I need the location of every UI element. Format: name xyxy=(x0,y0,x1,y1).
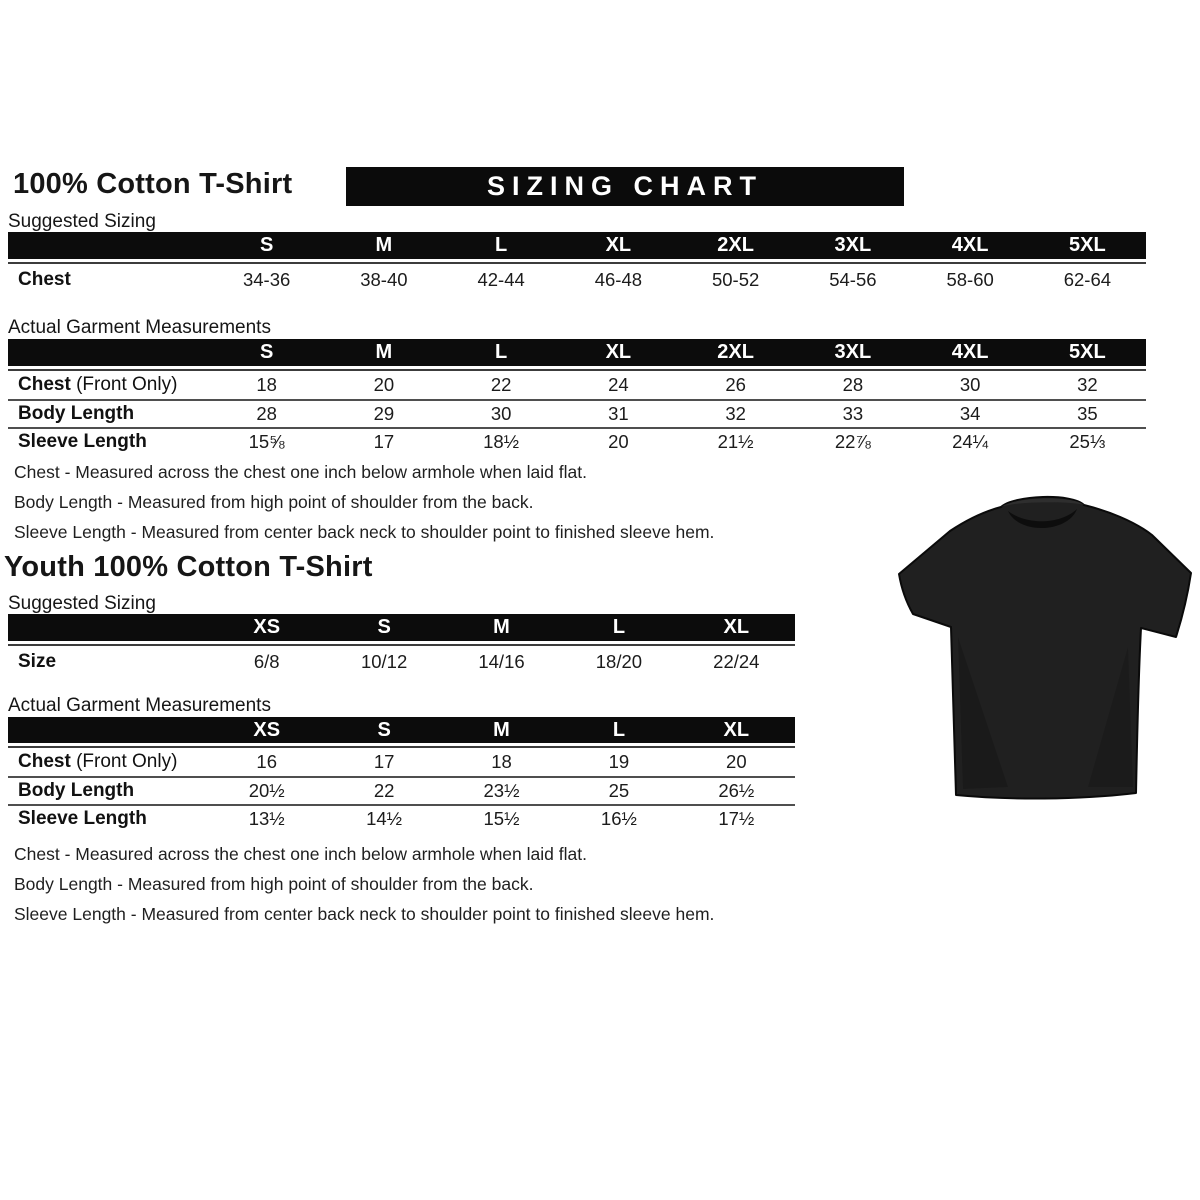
table-row xyxy=(8,748,795,776)
cell: 20 xyxy=(373,374,395,395)
column-header: XL xyxy=(605,341,632,363)
cell: 38-40 xyxy=(360,268,408,290)
row-label: Sleeve Length xyxy=(18,431,147,452)
note-body-length: Body Length - Measured from high point of shoulder from the back. xyxy=(14,874,534,894)
cell: 15½ xyxy=(483,808,520,829)
cell: 20 xyxy=(726,751,747,772)
cell: 21½ xyxy=(717,431,754,452)
column-header: 3XL xyxy=(834,234,872,256)
tshirt-silhouette-icon xyxy=(888,487,1196,805)
column-header: M xyxy=(375,341,393,363)
row-label: Chest (Front Only) xyxy=(18,751,178,772)
youth-suggested-header-row xyxy=(8,614,795,641)
column-header: S xyxy=(259,234,274,256)
cell: 42-44 xyxy=(477,268,525,290)
table-row xyxy=(8,804,795,832)
cell: 18/20 xyxy=(595,650,643,672)
column-header: M xyxy=(493,718,510,741)
youth-actual-table xyxy=(8,717,795,832)
table-row xyxy=(8,264,1146,295)
youth-title: Youth 100% Cotton T-Shirt xyxy=(4,551,373,583)
cell: 18 xyxy=(256,374,277,395)
cell: 32 xyxy=(725,403,746,424)
column-header: 5XL xyxy=(1069,234,1106,256)
cell: 30 xyxy=(959,374,981,395)
cell: 24 xyxy=(608,374,629,395)
row-label: Chest xyxy=(18,268,71,290)
cell: 14½ xyxy=(366,808,403,829)
cell: 29 xyxy=(373,403,395,424)
cell: 18 xyxy=(491,751,512,772)
adult-title: 100% Cotton T-Shirt xyxy=(13,168,293,200)
table-row xyxy=(8,646,795,677)
cell: 15⅝ xyxy=(248,431,285,452)
youth-suggested-label: Suggested Sizing xyxy=(8,593,156,614)
adult-actual-header-row xyxy=(8,339,1146,366)
cell: 17 xyxy=(373,751,395,772)
youth-actual-label: Actual Garment Measurements xyxy=(8,695,271,716)
cell: 16½ xyxy=(600,808,637,829)
column-header: L xyxy=(612,718,626,741)
column-header: L xyxy=(612,616,626,638)
cell: 34-36 xyxy=(242,268,291,290)
cell: 30 xyxy=(490,403,512,424)
cell: 23½ xyxy=(483,780,520,801)
column-header: XL xyxy=(723,616,750,638)
column-header: M xyxy=(375,234,393,256)
column-header: XS xyxy=(253,616,281,638)
column-header: M xyxy=(493,616,510,638)
black-tshirt-image xyxy=(888,487,1196,805)
note-chest: Chest - Measured across the chest one inch below armhole when laid flat. xyxy=(14,462,587,482)
cell: 26 xyxy=(725,374,746,395)
note-sleeve-length: Sleeve Length - Measured from center back neck to shoulder point to finished sleeve hem. xyxy=(14,904,715,924)
cell: 26½ xyxy=(718,780,755,801)
youth-actual-header-row xyxy=(8,717,795,743)
column-header: 5XL xyxy=(1069,341,1106,363)
column-header: L xyxy=(495,234,508,256)
row-label: Sleeve Length xyxy=(18,808,147,829)
cell: 14/16 xyxy=(478,650,525,672)
cell: 6/8 xyxy=(253,650,280,672)
banner-text: SIZING CHART xyxy=(487,171,763,201)
adult-actual-body xyxy=(8,369,1146,455)
cell: 22 xyxy=(490,374,512,395)
sizing-chart-banner xyxy=(346,167,904,206)
cell: 22⅞ xyxy=(834,431,871,452)
cell: 20½ xyxy=(248,780,285,801)
column-header: 2XL xyxy=(717,341,754,363)
row-label: Body Length xyxy=(18,780,135,801)
row-label: Chest (Front Only) xyxy=(18,374,178,395)
cell: 10/12 xyxy=(360,650,408,672)
cell: 13½ xyxy=(248,808,285,829)
column-header: XL xyxy=(723,718,750,741)
note-chest: Chest - Measured across the chest one inch below armhole when laid flat. xyxy=(14,844,587,864)
column-header: S xyxy=(377,718,391,741)
cell: 33 xyxy=(842,403,864,424)
cell: 62-64 xyxy=(1063,268,1112,290)
cell: 17½ xyxy=(718,808,755,829)
table-row xyxy=(8,371,1146,399)
adult-notes xyxy=(14,457,714,547)
cell: 25⅓ xyxy=(1069,431,1106,452)
table-row xyxy=(8,399,1146,427)
adult-suggested-label: Suggested Sizing xyxy=(8,211,156,232)
cell: 34 xyxy=(959,403,981,424)
column-header: 2XL xyxy=(717,234,754,256)
youth-notes xyxy=(14,839,714,929)
cell: 32 xyxy=(1077,374,1098,395)
table-row xyxy=(8,427,1146,455)
adult-suggested-table xyxy=(8,232,1146,295)
column-header: 4XL xyxy=(951,341,989,363)
cell: 46-48 xyxy=(594,268,643,290)
adult-actual-label: Actual Garment Measurements xyxy=(8,317,271,338)
cell: 16 xyxy=(256,751,277,772)
column-header: 4XL xyxy=(951,234,989,256)
row-label: Size xyxy=(18,650,57,672)
cell: 50-52 xyxy=(711,268,760,290)
cell: 18½ xyxy=(483,431,520,452)
column-header: 3XL xyxy=(834,341,872,363)
column-header: XS xyxy=(253,718,281,741)
cell: 24¼ xyxy=(952,431,989,452)
column-header: S xyxy=(377,616,391,638)
row-label: Body Length xyxy=(18,403,135,424)
note-body-length: Body Length - Measured from high point of shoulder from the back. xyxy=(14,492,534,512)
cell: 22 xyxy=(373,780,395,801)
column-header: XL xyxy=(605,234,632,256)
youth-suggested-table xyxy=(8,614,795,677)
cell: 25 xyxy=(608,780,630,801)
cell: 19 xyxy=(608,751,630,772)
cell: 58-60 xyxy=(946,268,994,290)
youth-actual-body xyxy=(8,746,795,832)
youth-suggested-body xyxy=(8,644,795,677)
cell: 31 xyxy=(608,403,629,424)
column-header: L xyxy=(495,341,508,363)
cell: 20 xyxy=(608,431,629,452)
cell: 22/24 xyxy=(713,650,760,672)
adult-actual-table xyxy=(8,339,1146,455)
cell: 54-56 xyxy=(829,268,877,290)
cell: 28 xyxy=(256,403,277,424)
adult-suggested-header-row xyxy=(8,232,1146,259)
cell: 17 xyxy=(373,431,395,452)
cell: 28 xyxy=(842,374,864,395)
cell: 35 xyxy=(1077,403,1098,424)
note-sleeve-length: Sleeve Length - Measured from center back neck to shoulder point to finished sleeve hem. xyxy=(14,522,715,542)
column-header: S xyxy=(259,341,274,363)
adult-suggested-body xyxy=(8,262,1146,295)
table-row xyxy=(8,776,795,804)
